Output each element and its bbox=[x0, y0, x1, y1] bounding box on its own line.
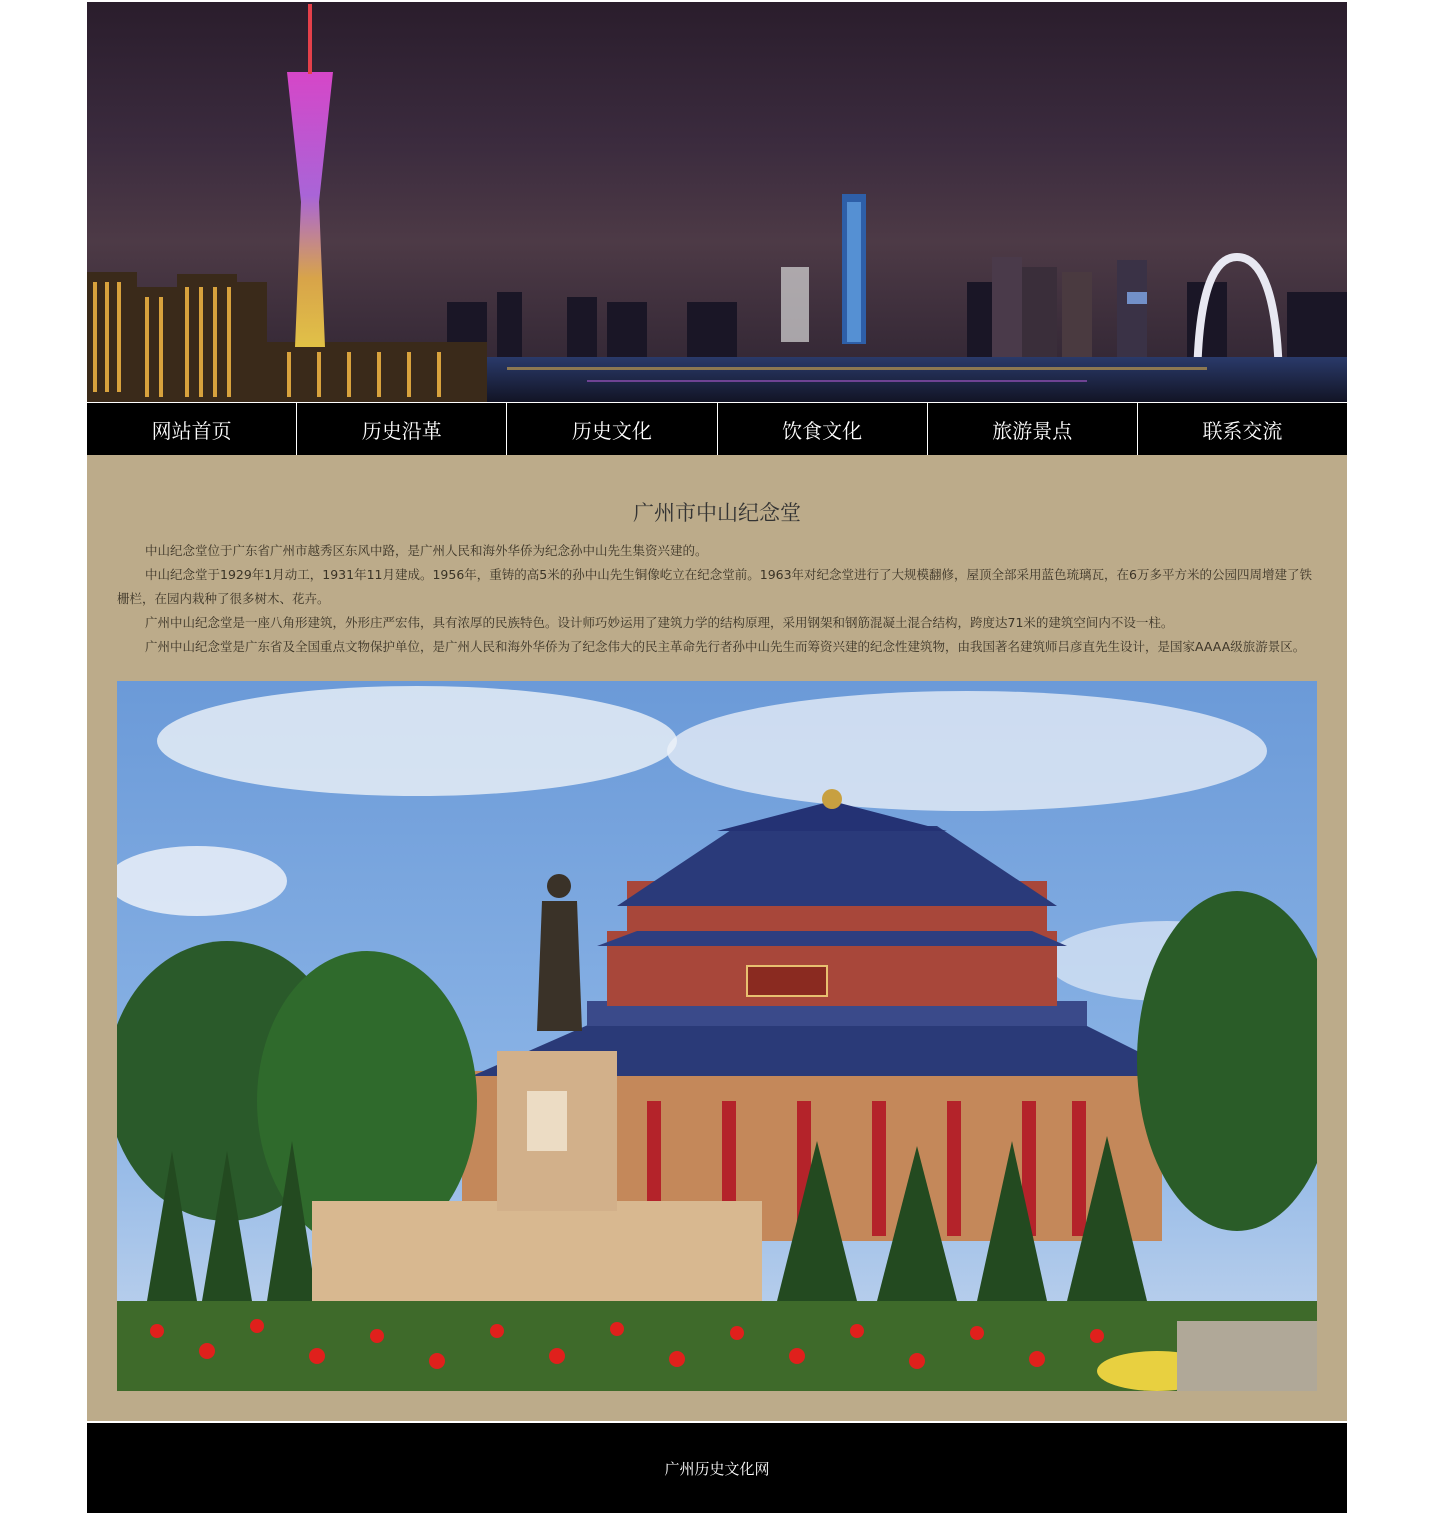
nav-food[interactable]: 饮食文化 bbox=[717, 403, 927, 455]
nav-culture[interactable]: 历史文化 bbox=[506, 403, 716, 455]
nav-contact[interactable]: 联系交流 bbox=[1137, 403, 1347, 455]
memorial-hall-photo bbox=[117, 681, 1317, 1391]
nav-attractions[interactable]: 旅游景点 bbox=[927, 403, 1137, 455]
footer bbox=[87, 1421, 1347, 1513]
skyline-illustration bbox=[87, 2, 1347, 402]
article-body bbox=[117, 539, 1317, 659]
main-content bbox=[87, 455, 1347, 1421]
paragraph: 广州中山纪念堂是一座八角形建筑，外形庄严宏伟，具有浓厚的民族特色。设计师巧妙运用了建筑力学的结构原理，采用钢架和钢筋混凝土混合结构，跨度达71米的建筑空间内不设一柱。 bbox=[145, 615, 1174, 630]
paragraph: 中山纪念堂于1929年1月动工，1931年11月建成。1956年，重铸的高5米的孙中山先生铜像屹立在纪念堂前。1963年对纪念堂进行了大规模翻修，屋顶全部采用蓝色琉璃瓦，在6万多平方米的公园四周增建了铁栅栏，在园内栽种了很多树木、花卉。 bbox=[117, 567, 1313, 606]
page bbox=[87, 2, 1347, 1513]
nav-history[interactable]: 历史沿革 bbox=[296, 403, 506, 455]
page-title: 广州市中山纪念堂 bbox=[633, 501, 801, 525]
paragraph: 中山纪念堂位于广东省广州市越秀区东风中路，是广州人民和海外华侨为纪念孙中山先生集资兴建的。 bbox=[145, 543, 708, 558]
footer-text: 广州历史文化网 bbox=[664, 1459, 770, 1478]
memorial-hall-illustration bbox=[117, 681, 1317, 1391]
nav-home[interactable]: 网站首页 bbox=[151, 418, 232, 443]
main-nav bbox=[87, 402, 1347, 455]
banner-image bbox=[87, 2, 1347, 402]
paragraph: 广州中山纪念堂是广东省及全国重点文物保护单位，是广州人民和海外华侨为了纪念伟大的民主革命先行者孙中山先生而筹资兴建的纪念性建筑物，由我国著名建筑师吕彦直先生设计，是国家AAAA级旅游景区。 bbox=[145, 639, 1306, 654]
